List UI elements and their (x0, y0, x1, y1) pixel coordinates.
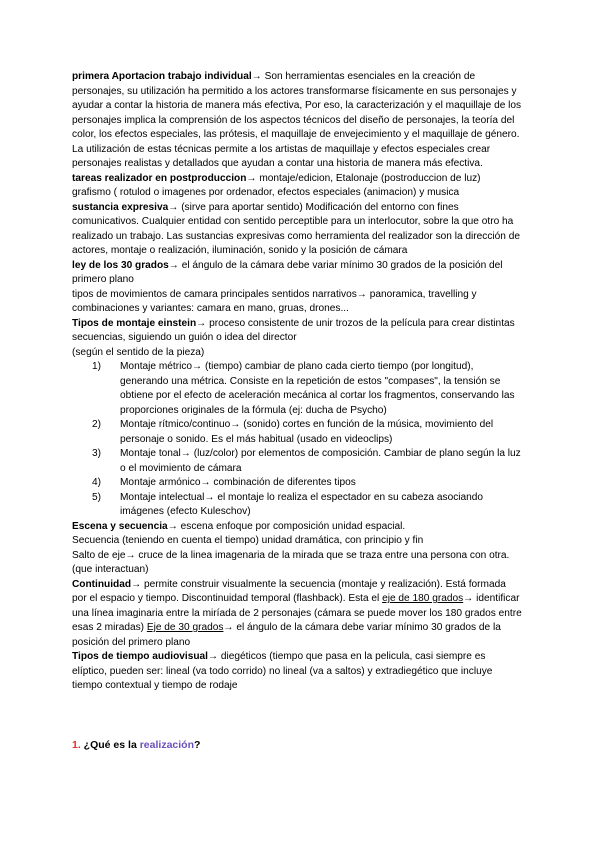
question-text-end: ? (194, 738, 201, 751)
list-item (72, 360, 522, 418)
paragraph-tiempo-audiovisual (72, 650, 522, 694)
paragraph-heading: Escena y secuencia (72, 520, 168, 532)
paragraph-text: → permite construir visualmente la secuencia (montaje y realización). Está formada por el espacio y tiempo. Discontinuidad temporal (flashback). Esta el (72, 578, 506, 604)
eje-180-grados-link[interactable]: eje de 180 grados (382, 593, 464, 604)
paragraph-ley-30-grados (72, 259, 522, 288)
paragraph-movimientos-camara (72, 288, 522, 317)
paragraph-text: → diegéticos (tiempo que pasa en la pelicula, casi siempre es elíptico, pueden ser: lineal (va todo corrido) no lineal (va a saltos) y extradiegético que incluye tiempo contextual y tiempo de rodaje (72, 651, 493, 691)
list-item (72, 491, 522, 520)
list-item-number: 3) (92, 448, 102, 459)
paragraph-text: → (sirve para aportar sentido) Modificación del entorno con fines comunicativos. Cualquier entidad con sentido perceptible para un interlocutor, sobre la que otro ha realizado un trabajo. Las sustancias expresivas como herramienta del realizador son la dirección de actores, montaje o realización, iluminación, sonido y la posición de cámara (72, 201, 520, 256)
question-number: 1. (72, 738, 81, 751)
paragraph-heading: Continuidad (72, 578, 132, 590)
paragraph-text: → el ángulo de la cámara debe variar mínimo 30 grados de la posición del primero plano (72, 622, 501, 648)
list-item (72, 418, 522, 447)
list-item-text: Montaje intelectual→ el montaje lo realiza el espectador en su cabeza asociando imágenes (efecto Kuleschov) (120, 491, 484, 517)
list-item-text: Montaje métrico→ (tiempo) cambiar de plano cada cierto tiempo (por longitud), generando una métrica. Consiste en la repetición de estos "compases", la tensión se obtiene por el efecto de aceleración mecánica al cortar los fragmentos, conservando las proporciones originales de la fórmula (ej: ducha de Psycho) (120, 361, 515, 416)
list-item-number: 1) (92, 361, 102, 372)
question-keyword: realización (139, 738, 194, 751)
paragraph-text: → escena enfoque por composición unidad espacial. (167, 520, 406, 532)
list-item-text: Montaje armónico→ combinación de diferentes tipos (120, 477, 356, 488)
paragraph-text: (según el sentido de la pieza) (72, 346, 205, 358)
paragraph-tareas-realizador (72, 172, 522, 201)
paragraph-sentido-pieza (72, 346, 522, 361)
paragraph-sustancia-expresiva (72, 201, 522, 259)
paragraph-secuencia (72, 534, 522, 549)
list-item (72, 447, 522, 476)
paragraph-text: → Son herramientas esenciales en la creación de personajes, su utilización ha permitido a los actores transformarse físicamente en sus personajes y ayudar a contar la historia de manera más efectiva, Por eso, la caracterización y el maquillaje de los personajes implica la comprensión de los aspectos técnicos del diseño de personajes, la teoría del color, los efectos especiales, las prótesis, el maquillaje de envejecimiento y el maquillaje de género. La utilización de estas técnicas permite a los artistas de maquillaje y efectos especiales crear personajes realistas y detallados que ayudan a contar una historia de manera más efectiva. (72, 71, 522, 169)
paragraph-text: Salto de eje→ cruce de la linea imagenaria de la mirada que se traza entre una persona con otra. (que interactuan) (72, 549, 510, 575)
list-item-number: 5) (92, 491, 102, 503)
paragraph-text: → identificar una línea imaginaria entre la miríada de 2 personajes (cámara se puede mover los 180 grados entre esas 2 miradas) (72, 593, 522, 633)
eje-30-grados-link[interactable]: Eje de 30 grados (146, 622, 224, 633)
paragraph-montaje-einstein (72, 317, 522, 346)
list-item-text: Montaje rítmico/continuo→ (sonido) cortes en función de la música, movimiento del personaje o sonido. Es el más habitual (usado en videoclips) (120, 419, 494, 445)
list-item-text: Montaje tonal→ (luz/color) por elementos de composición. Cambiar de plano según la luz o el movimiento de cámara (120, 448, 521, 474)
question-heading (72, 738, 522, 753)
paragraph-heading: ley de los 30 grados (72, 259, 169, 271)
paragraph-heading: Tipos de tiempo audiovisual (72, 651, 208, 662)
list-item-number: 4) (92, 477, 102, 488)
list-item (72, 476, 522, 491)
paragraph-primera-aportacion (72, 70, 522, 172)
paragraph-heading: Tipos de montaje einstein (72, 317, 197, 329)
question-text: ¿Qué es la (80, 738, 140, 751)
paragraph-salto-eje (72, 549, 522, 578)
paragraph-heading: primera Aportacion trabajo individual (72, 71, 252, 82)
paragraph-text: tipos de movimientos de camara principales sentidos narrativos→ panoramica, travelling y combinaciones y variantes: camara en mano, gruas, drones... (72, 288, 477, 314)
paragraph-continuidad (72, 578, 522, 651)
montaje-types-list (72, 360, 522, 520)
paragraph-text: → montaje/edicion, Etalonaje (postroduccion de luz) grafismo ( rotulod o imagenes por ordenador, efectos especiales (animacion) y musica (72, 172, 481, 198)
list-item-number: 2) (92, 419, 102, 430)
paragraph-text: Secuencia (teniendo en cuenta el tiempo) unidad dramática, con principio y fin (72, 535, 424, 546)
paragraph-heading: sustancia expresiva (72, 201, 169, 213)
paragraph-text: → proceso consistente de unir trozos de la película para crear distintas secuencias, siguiendo un guión o idea del director (72, 317, 515, 343)
paragraph-text: → el ángulo de la cámara debe variar mínimo 30 grados de la posición del primero plano (72, 259, 503, 285)
paragraph-heading: tareas realizador en postproduccion (72, 172, 247, 184)
paragraph-escena-secuencia (72, 520, 522, 535)
